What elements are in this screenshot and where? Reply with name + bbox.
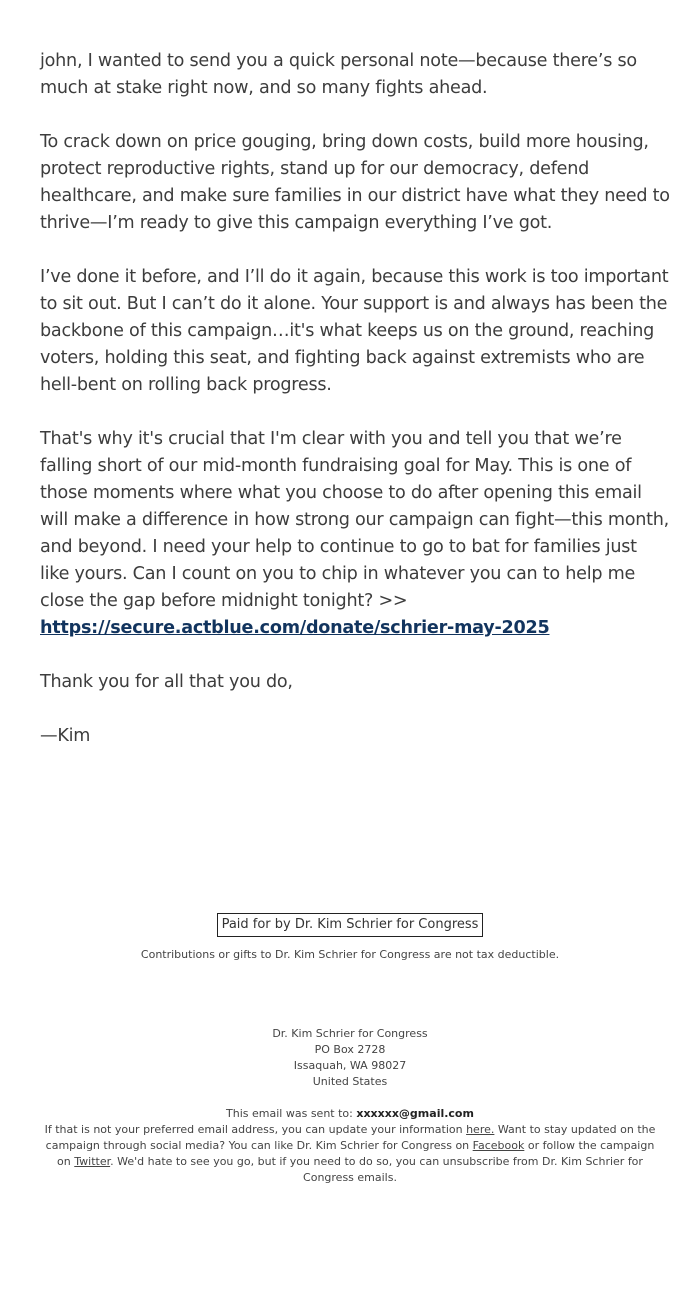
address-country: United States [312,1075,388,1088]
recipient-email: xxxxxx@gmail.com [356,1107,474,1120]
address-org: Dr. Kim Schrier for Congress [272,1027,428,1040]
pref-text-2: Want to stay updated on the campaign through social media? You can like Dr. Kim Schrier for Congress on [45,1123,656,1152]
letter-paragraph-1: john, I wanted to send you a quick personal note—because there’s so much at stake right now, and so many fights ahead. [40,51,637,98]
pref-text-3: or follow the campaign on [57,1139,655,1168]
facebook-link[interactable]: Facebook [472,1139,525,1152]
letter-paragraph-2: To crack down on price gouging, bring down costs, build more housing, protect reproductive rights, stand up for our democracy, defend healthcare, and make sure families in our district have what they need to thrive—I’m ready to give this campaign everything I’ve got. [40,132,670,233]
address-city: Issaquah, WA 98027 [293,1059,407,1072]
letter-paragraph-3: I’ve done it before, and I’ll do it again, because this work is too important to sit out. But I can’t do it alone. Your support is and always has been the backbone of this campaign…it's what keeps us on the ground, reaching voters, holding this seat, and fighting back against extremists who are hell-bent on rolling back progress. [40,267,669,395]
preferences-text [40,1122,660,1186]
mailing-address [0,1026,700,1090]
signature: —Kim [40,726,91,746]
sent-to-label: This email was sent to: [226,1107,353,1120]
letter-paragraph-4-text: That's why it's crucial that I'm clear with you and tell you that we’re falling short of our mid-month fundraising goal for May. This is one of those moments where what you choose to do after opening this email will make a difference in how strong our campaign can fight—this month, and beyond. I need your help to continue to go to bat for families just like yours. Can I count on you to chip in whatever you can to help me close the gap before midnight tonight? >> [40,429,670,611]
tax-deductible-note: Contributions or gifts to Dr. Kim Schrier for Congress are not tax deductible. [140,948,560,961]
disclaimer-block [0,913,700,963]
closing-line: Thank you for all that you do, [40,672,293,692]
address-street: PO Box 2728 [314,1043,386,1056]
paid-for-disclaimer: Paid for by Dr. Kim Schrier for Congress [217,913,484,937]
sent-to-line [40,1106,660,1122]
pref-text-4: . We'd hate to see you go, but if you need to do so, you can unsubscribe from Dr. Kim Schrier for Congress emails. [110,1155,643,1184]
donate-link[interactable]: https://secure.actblue.com/donate/schrier-may-2025 [40,618,550,638]
twitter-link[interactable]: Twitter [74,1155,111,1168]
email-body [40,48,670,777]
letter-paragraph-4 [40,426,670,642]
email-preferences [40,1106,660,1186]
update-info-link[interactable]: here. [466,1123,495,1136]
pref-text-1: If that is not your preferred email address, you can update your information [44,1123,463,1136]
